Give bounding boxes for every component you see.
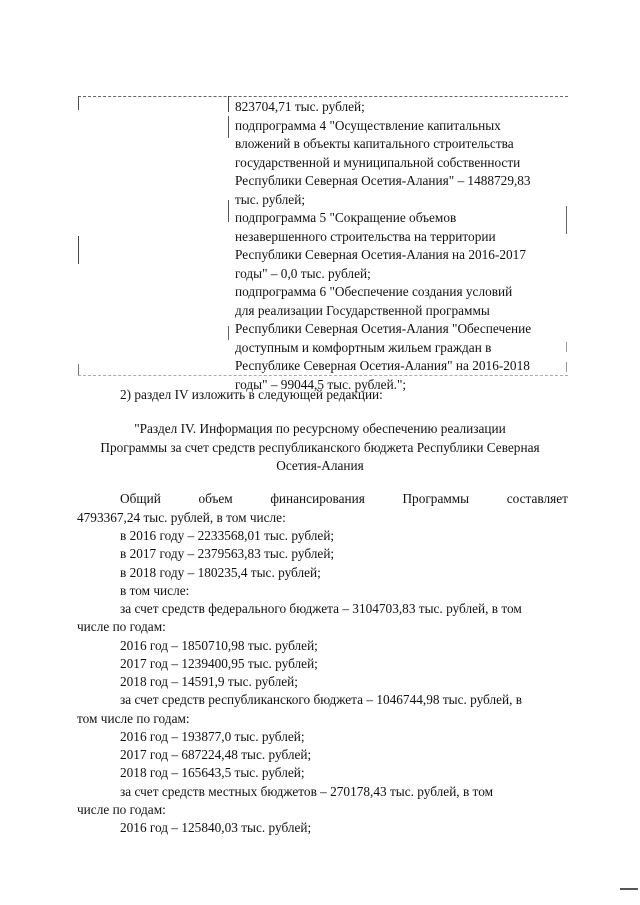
year-amount-line: 2018 год – 165643,5 тыс. рублей; xyxy=(120,765,305,780)
cell-line: для реализации Государственной программы xyxy=(235,302,490,318)
table-right-border-mark xyxy=(566,342,567,352)
cell-line: Республики Северная Осетия-Алания на 2016-2017 xyxy=(235,247,526,262)
table-fragment xyxy=(78,96,568,392)
year-amount-line: в 2016 году – 2233568,01 тыс. рублей; xyxy=(120,528,335,543)
table-right-border-mark xyxy=(566,206,567,234)
table-right-border-mark xyxy=(566,362,567,372)
body-text-line: том числе по годам: xyxy=(77,711,190,726)
cell-line: подпрограмма 5 "Сокращение объемов xyxy=(235,210,457,225)
cell-line: годы" – 99044,5 тыс. рублей."; xyxy=(235,376,407,392)
column-divider xyxy=(228,326,229,340)
year-amount-line: 2017 год – 687224,48 тыс. рублей; xyxy=(120,747,312,762)
year-amount-line: 2017 год – 1239400,95 тыс. рублей; xyxy=(120,656,318,671)
table-cell-text xyxy=(235,98,565,394)
cell-line: Республики Северная Осетия-Алания" – 1488729,83 xyxy=(235,173,531,188)
heading-line: Программы за счет средств республиканского бюджета Республики Северная xyxy=(100,439,540,455)
total-amount-line: 4793367,24 тыс. рублей, в том числе: xyxy=(77,510,286,525)
cell-line: Республики Северная Осетия-Алания "Обеспечение xyxy=(235,321,532,336)
year-amount-line: в 2017 году – 2379563,83 тыс. рублей; xyxy=(120,546,335,561)
amendment-instruction: 2) раздел IV изложить в следующей редакции: xyxy=(120,387,383,402)
financing-intro-line xyxy=(120,490,568,508)
year-amount-line: 2018 год – 14591,9 тыс. рублей; xyxy=(120,674,298,689)
body-text-line: числе по годам: xyxy=(77,802,166,817)
cell-line: государственной и муниципальной собственности xyxy=(235,154,521,170)
cell-line: вложений в объекты капитального строительства xyxy=(235,136,514,151)
intro-word: Программы xyxy=(402,491,470,506)
scan-edge-mark xyxy=(620,888,638,890)
table-left-border-mark xyxy=(78,96,79,110)
cell-line: Республике Северная Осетия-Алания" на 2016-2018 xyxy=(235,358,530,373)
year-amount-line: 2016 год – 1850710,98 тыс. рублей; xyxy=(120,638,318,653)
intro-word: объем xyxy=(198,491,233,506)
column-divider xyxy=(228,96,229,112)
column-divider xyxy=(228,116,229,138)
body-text-line: в том числе: xyxy=(120,583,190,598)
cell-line: незавершенного строительства на территории xyxy=(235,228,496,244)
intro-word: Общий xyxy=(120,491,161,506)
year-amount-line: 2016 год – 193877,0 тыс. рублей; xyxy=(120,729,305,744)
year-amount-line: в 2018 году – 180235,4 тыс. рублей; xyxy=(120,565,321,580)
cell-line: годы" – 0,0 тыс. рублей; xyxy=(235,265,371,281)
cell-line: подпрограмма 6 "Обеспечение создания условий xyxy=(235,284,513,299)
local-budget-line: за счет средств местных бюджетов – 270178,43 тыс. рублей, в том xyxy=(120,784,494,799)
intro-word: составляет xyxy=(506,491,568,506)
heading-line: Осетия-Алания xyxy=(276,458,364,473)
intro-word: финансирования xyxy=(270,491,365,506)
federal-budget-line: за счет средств федерального бюджета – 3104703,83 тыс. рублей, в том xyxy=(120,601,522,616)
republic-budget-line: за счет средств республиканского бюджета – 1046744,98 тыс. рублей, в xyxy=(120,692,523,707)
body-text-line: числе по годам: xyxy=(77,619,166,634)
cell-line: тыс. рублей; xyxy=(235,191,306,207)
cell-line: подпрограмма 4 "Осуществление капитальных xyxy=(235,117,501,133)
cell-line: 823704,71 тыс. рублей; xyxy=(235,99,365,114)
heading-line: "Раздел IV. Информация по ресурсному обеспечению реализации xyxy=(134,421,506,436)
section-heading xyxy=(60,420,580,476)
year-amount-line: 2016 год – 125840,03 тыс. рублей; xyxy=(120,820,312,835)
column-divider xyxy=(228,200,229,222)
cell-line: доступным и комфортным жильем граждан в xyxy=(235,339,492,355)
table-left-border-mark xyxy=(78,236,79,264)
